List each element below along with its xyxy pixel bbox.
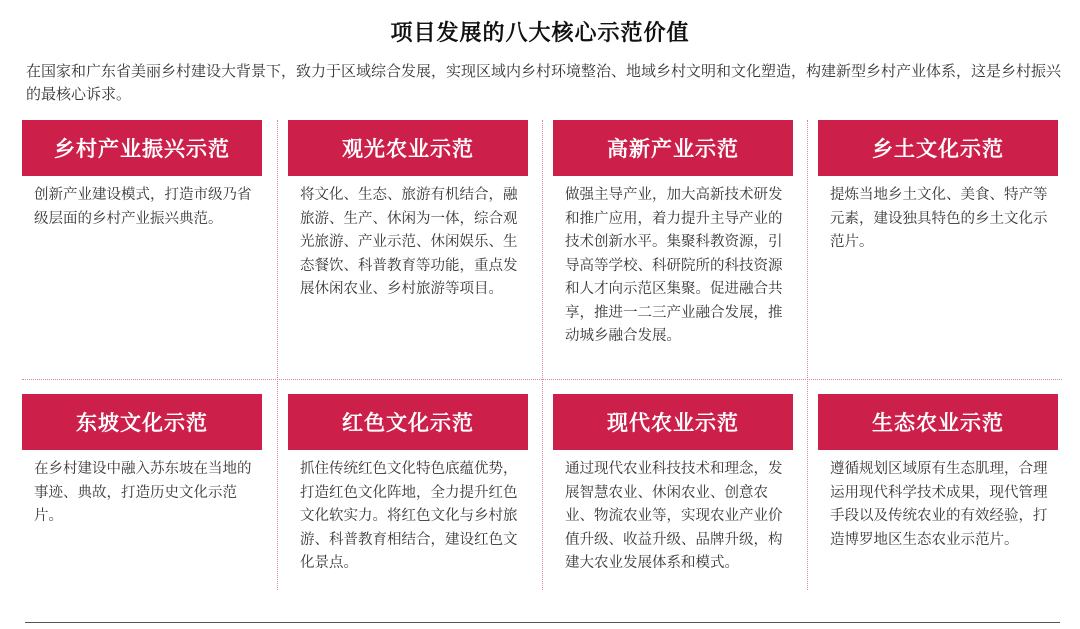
bottom-divider [25,622,1060,623]
card-text: 遵循规划区域原有生态肌理，合理运用现代科学技术成果，现代管理手段以及传统农业的有效经验，打造博罗地区生态农业示范片。 [830,461,1048,548]
card-text: 做强主导产业，加大高新技术研发和推广应用，着力提升主导产业的技术创新水平。集聚科教资源，引导高等学校、科研院所的科技资源和人才向示范区集聚。促进融合共享，推进一二三产业融合发展，推动城乡融合发展。 [565,187,783,344]
card-rural-industry [22,120,262,231]
card-text: 将文化、生态、旅游有机结合，融旅游、生产、休闲为一体，综合观光旅游、产业示范、休闲娱乐、生态餐饮、科普教育等功能，重点发展休闲农业、乡村旅游等项目。 [300,187,518,297]
card-ecological-agriculture [818,394,1058,552]
column-divider [807,120,808,590]
card-title: 东坡文化示范 [22,394,262,450]
card-title: 高新产业示范 [553,120,793,176]
card-title: 观光农业示范 [288,120,528,176]
card-local-culture [818,120,1058,255]
page-title: 项目发展的八大核心示范价值 [390,21,690,46]
value-grid [22,120,1062,590]
card-text: 提炼当地乡土文化、美食、特产等元素，建设独具特色的乡土文化示范片。 [830,187,1048,250]
card-text: 在乡村建设中融入苏东坡在当地的事迹、典故，打造历史文化示范片。 [34,461,252,524]
card-sightseeing-agriculture [288,120,528,302]
card-title: 生态农业示范 [818,394,1058,450]
intro-paragraph: 在国家和广东省美丽乡村建设大背景下，致力于区域综合发展，实现区域内乡村环境整治、地域乡村文明和文化塑造，构建新型乡村产业体系，这是乡村振兴的最核心诉求。 [26,62,1062,103]
card-title: 红色文化示范 [288,394,528,450]
card-title: 现代农业示范 [553,394,793,450]
card-text: 通过现代农业科技技术和理念，发展智慧农业、休闲农业、创意农业、物流农业等，实现农业产业价值升级、收益升级、品牌升级，构建大农业发展体系和模式。 [565,461,783,571]
card-modern-agriculture [553,394,793,576]
card-title: 乡土文化示范 [818,120,1058,176]
column-divider [277,120,278,590]
card-text: 创新产业建设模式，打造市级乃省级层面的乡村产业振兴典范。 [34,187,252,227]
row-divider [22,379,1062,380]
card-dongpo-culture [22,394,262,529]
card-title: 乡村产业振兴示范 [22,120,262,176]
card-red-culture [288,394,528,576]
card-text: 抓住传统红色文化特色底蕴优势，打造红色文化阵地，全力提升红色文化软实力。将红色文化与乡村旅游、科普教育相结合，建设红色文化景点。 [300,461,518,571]
card-hightech-industry [553,120,793,349]
column-divider [542,120,543,590]
